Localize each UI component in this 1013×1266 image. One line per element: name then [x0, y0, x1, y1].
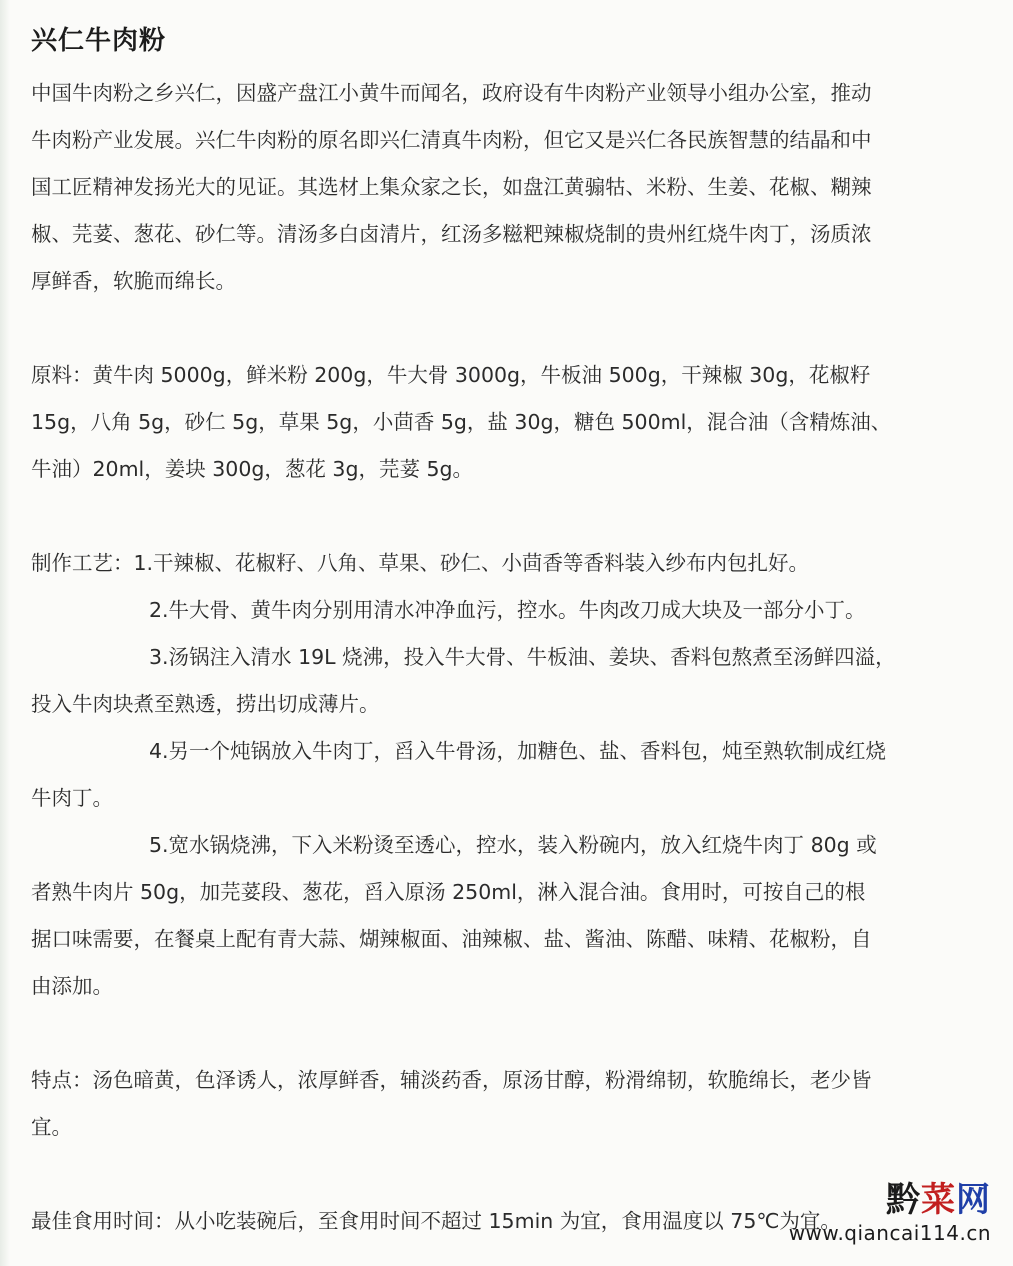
- process-step-3: 3.汤锅注入清水 19L 烧沸，投入牛大骨、牛板油、姜块、香料包熬煮至汤鲜四溢，: [149, 645, 896, 669]
- paper-edge: [0, 0, 10, 1266]
- process-step-1: [31, 540, 1001, 587]
- features-paragraph: [31, 1057, 1001, 1151]
- ingredients-line: 牛油）20ml，姜块 300g，葱花 3g，芫荽 5g。: [31, 457, 474, 481]
- watermark-logo-part: 黔: [886, 1180, 921, 1220]
- page-title: 兴仁牛肉粉: [31, 26, 167, 56]
- best-time-paragraph: 最佳食用时间：从小吃装碗后，至食用时间不超过 15min 为宜，食用温度以 75℃为宜。: [31, 1209, 841, 1233]
- spacer: [31, 493, 1001, 540]
- process-step-3-cont: 投入牛肉块煮至熟透，捞出切成薄片。: [31, 692, 380, 716]
- watermark-logo-part: 菜: [921, 1180, 956, 1220]
- process-step-5: 5.宽水锅烧沸，下入米粉烫至透心，控水，装入粉碗内，放入红烧牛肉丁 80g 或: [149, 833, 877, 857]
- spacer: [31, 305, 1001, 352]
- ingredients-line: 15g，八角 5g，砂仁 5g，草果 5g，小茴香 5g，盐 30g，糖色 500ml，混合油（含精炼油、: [31, 410, 892, 434]
- features-line: 特点：汤色暗黄，色泽诱人，浓厚鲜香，辅淡药香，原汤甘醇，粉滑绵韧，软脆绵长，老少皆: [31, 1068, 872, 1092]
- process-step-4-cont: 牛肉丁。: [31, 786, 113, 810]
- process-step-5-cont: 由添加。: [31, 974, 113, 998]
- process-label: 制作工艺：: [31, 551, 134, 575]
- intro-line: 中国牛肉粉之乡兴仁，因盛产盘江小黄牛而闻名，政府设有牛肉粉产业领导小组办公室，推动: [31, 81, 872, 105]
- process-step-2: 2.牛大骨、黄牛肉分别用清水冲净血污，控水。牛肉改刀成大块及一部分小丁。: [149, 598, 866, 622]
- spacer: [31, 1010, 1001, 1057]
- ingredients-paragraph: [31, 352, 1001, 493]
- process-step-4: 4.另一个炖锅放入牛肉丁，舀入牛骨汤，加糖色、盐、香料包，炖至熟软制成红烧: [149, 739, 887, 763]
- intro-line: 厚鲜香，软脆而绵长。: [31, 269, 236, 293]
- watermark-logo: [789, 1180, 991, 1220]
- site-watermark: [789, 1180, 991, 1246]
- intro-line: 牛肉粉产业发展。兴仁牛肉粉的原名即兴仁清真牛肉粉，但它又是兴仁各民族智慧的结晶和中: [31, 128, 872, 152]
- intro-paragraph: [31, 70, 1001, 305]
- process-step-1-text: 1.干辣椒、花椒籽、八角、草果、砂仁、小茴香等香料装入纱布内包扎好。: [133, 551, 810, 575]
- process-step-5-cont: 据口味需要，在餐桌上配有青大蒜、煳辣椒面、油辣椒、盐、酱油、陈醋、味精、花椒粉，自: [31, 927, 872, 951]
- ingredients-line: 原料：黄牛肉 5000g，鲜米粉 200g，牛大骨 3000g，牛板油 500g，干辣椒 30g，花椒籽: [31, 363, 871, 387]
- watermark-logo-part: 网: [956, 1180, 991, 1220]
- process-section: [31, 540, 1001, 1010]
- intro-line: 国工匠精神发扬光大的见证。其选材上集众家之长，如盘江黄骟牯、米粉、生姜、花椒、糊辣: [31, 175, 872, 199]
- features-line: 宜。: [31, 1115, 72, 1139]
- process-step-5-cont: 者熟牛肉片 50g，加芫荽段、葱花，舀入原汤 250ml，淋入混合油。食用时，可按自己的根: [31, 880, 866, 904]
- intro-line: 椒、芫荽、葱花、砂仁等。清汤多白卤清片，红汤多糍粑辣椒烧制的贵州红烧牛肉丁，汤质浓: [31, 222, 872, 246]
- watermark-url: www.qiancai114.cn: [788, 1221, 991, 1245]
- article-body: [31, 70, 1001, 1245]
